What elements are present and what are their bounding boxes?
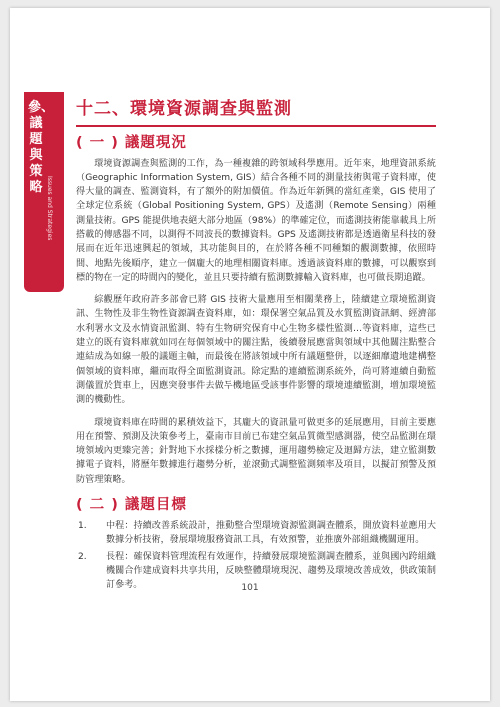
title-divider — [76, 125, 436, 127]
page-content — [76, 98, 436, 595]
chapter-title: 參、議題與策略 — [28, 100, 55, 195]
section-title: 十二、環境資源調查與監測 — [76, 99, 292, 119]
page-number: 101 — [241, 583, 259, 593]
chapter-side-tab — [24, 92, 64, 292]
paragraph: 綜觀歷年政府許多部會已將 GIS 技術大量應用至相關業務上，陸續建立環境監測資訊、生物性及非生物性資源調查資料庫，如：環保署空氣品質及水質監測資訊網、經濟部水利署水文及水情資訊監測、特有生物研究保育中心生物多樣性監測…等資料庫，這些已建立的既有資料庫就如同在每個領域中的關注點，後續發展應當與領域中其他關注點整合連結成為如線一般的議題主軸，而最後在將該領域中所有議題整併，以逐細靡遺地建構整個領域的資料庫，繼而取得全面監測資訊。除定點的連續監測系統外，尚可將連續自動監測儀置於貨車上，因應突發事件去做두機地區受該事件影響的環境連續監測，增加環境監測的機動性。 — [76, 295, 436, 406]
list-item-text: 中程：持續改善系統設計，推動整合型環境資源監測調查體系，開放資料並應用大數據分析技術，發展環境服務資訊工具，有效預警，並推廣外部組織機關運用。 — [106, 521, 436, 546]
chapter-subtitle-en: Issues and Strategies — [46, 176, 53, 241]
subsection-heading-current-status: ( 一 ) 議題現況 — [76, 134, 187, 151]
paragraph: 環境資料庫在時間的累積效益下，其龐大的資訊量可做更多的延展應用，目前主要應用在預警、預測及決策參考上，臺南市目前已布建空氣品質微型感測器，使空品監測在環境領域內更臻完善；針對地下水採樣分析之數據，運用趨勢檢定及迴歸方法，建立監測數據電子資料，將歷年數據進行趨勢分析，並滾動式調整監測頻率及項目，以擬訂預警及預防管理策略。 — [76, 417, 436, 485]
list-item-text: 長程：確保資料管理流程有效運作，持續發展環境監測調查體系，並與國內跨組織機關合作建成資料共享共用，反映整體環境現況、趨勢及環境改善成效，供政策制訂參考。 — [106, 551, 436, 591]
list-item-number: 2. — [78, 551, 87, 562]
list-item-number: 1. — [78, 521, 87, 532]
goals-list — [76, 519, 436, 592]
subsection-heading-goals: ( 二 ) 議題目標 — [76, 497, 187, 514]
list-item — [76, 519, 436, 548]
paragraph: 環境資源調查與監測的工作，為一種複雜的跨領域科學應用。近年來，地理資訊系統（Geographic Information System, GIS）結合各種不同的測量技術與電子資料庫，使得大量的調查、監測資料，有了額外的附加價值。作為近年新興的當紅產業，GIS 使用了全球定位系統（Global Positioning System, GPS）及遙測（Remote Sensing）兩種測量技術。GPS 能提供地表絕大部分地區（98%）的準確定位，而遙測技術能靠載具上所搭載的傳感器不同，以測得不同波長的數據資料。GPS 及遙測技術都是透過衛星科技的發展而在近年迅速興起的領域，其功能與目的，在於將各種不同種類的觀測數據，依照時間、地點先後順序，建立一個龐大的地理相關資料庫。透過該資料庫的數據，可以觀察到標的物在一定的時間內的變化，並且只要持續有監測數據輸入資料庫，也可做長期追蹤。 — [76, 158, 436, 283]
